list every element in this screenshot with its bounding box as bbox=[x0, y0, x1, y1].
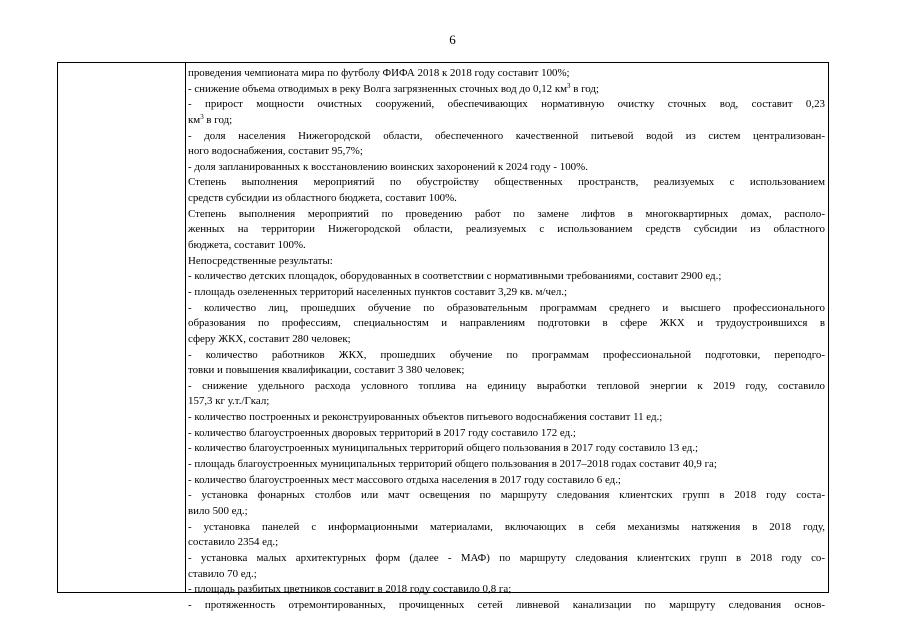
text-line-main: - количество лиц, прошедших обучение по образовательным программам среднего и высшего профессионального bbox=[188, 301, 825, 314]
text-line bbox=[188, 457, 825, 473]
table-left-column bbox=[58, 63, 186, 592]
table-text-column bbox=[186, 63, 828, 611]
text-line-main: ставило 70 ед.; bbox=[188, 567, 257, 580]
text-line bbox=[188, 301, 825, 317]
text-line bbox=[188, 113, 825, 129]
text-line bbox=[188, 473, 825, 489]
text-line bbox=[188, 316, 825, 332]
text-line bbox=[188, 520, 825, 536]
text-line-main: - доля населения Нижегородской области, обеспеченного качественной питьевой водой из систем централизован- bbox=[188, 129, 825, 142]
text-line bbox=[188, 332, 825, 348]
text-line bbox=[188, 598, 825, 614]
text-line-main: 157,3 кг у.т./Гкал; bbox=[188, 395, 270, 408]
text-line-main: товки и повышения квалификации, составит 3 380 человек; bbox=[188, 364, 465, 377]
superscript: 3 bbox=[567, 81, 571, 90]
text-line-main: - установка панелей с информационными материалами, включающих в себя механизмы натяжения в 2018 году, bbox=[188, 520, 825, 533]
text-line-main: - площадь разбитых цветников составит в 2018 году составило 0,8 га; bbox=[188, 583, 512, 596]
text-line-main: Степень выполнения мероприятий по проведению работ по замене лифтов в многоквартирных домах, располо- bbox=[188, 207, 825, 220]
document-table bbox=[57, 62, 829, 611]
text-line-main: - площадь озелененных территорий населенных пунктов составит 3,29 кв. м/чел.; bbox=[188, 285, 568, 298]
text-line bbox=[188, 238, 825, 254]
text-line-main: - площадь благоустроенных муниципальных территорий общего пользования в 2017–2018 годах составит 40,9 га; bbox=[188, 458, 717, 471]
text-line bbox=[188, 175, 825, 191]
text-line-main: сферу ЖКХ, составит 280 человек; bbox=[188, 332, 351, 345]
text-line bbox=[188, 160, 825, 176]
superscript: 3 bbox=[200, 112, 204, 121]
text-line bbox=[188, 285, 825, 301]
text-line-main: образования по профессиям, специальностям и направлениям подготовки в сфере ЖКХ и трудоустроившихся в bbox=[188, 317, 825, 330]
text-line-main: - количество работников ЖКХ, прошедших обучение по программам профессиональной подготовки, переподго- bbox=[188, 348, 825, 361]
text-line-main: - установка малых архитектурных форм (далее - МАФ) по маршруту следования клиентских групп в 2018 году со- bbox=[188, 551, 825, 564]
text-line-main: - снижение удельного расхода условного топлива на единицу выработки тепловой энергии к 2019 году, составило bbox=[188, 379, 825, 392]
text-line bbox=[188, 488, 825, 504]
text-line-main: - доля запланированных к восстановлению воинских захоронений к 2024 году - 100%. bbox=[188, 160, 588, 173]
page-number: 6 bbox=[449, 32, 456, 47]
text-line-main: - количество детских площадок, оборудованных в соответствии с нормативными требованиями, составит 2900 ед.; bbox=[188, 270, 722, 283]
text-line bbox=[188, 207, 825, 223]
text-line-main: - количество построенных и реконструированных объектов питьевого водоснабжения составит 11 ед.; bbox=[188, 411, 663, 424]
text-line bbox=[188, 410, 825, 426]
text-line bbox=[188, 379, 825, 395]
text-line bbox=[188, 441, 825, 457]
text-line bbox=[188, 82, 825, 98]
text-line bbox=[188, 535, 825, 551]
text-line bbox=[188, 269, 825, 285]
text-line bbox=[188, 348, 825, 364]
text-line-tail: в год; bbox=[203, 113, 233, 126]
text-line bbox=[188, 254, 825, 270]
text-line bbox=[188, 426, 825, 442]
text-line-main: - количество благоустроенных муниципальных территорий общего пользования в 2017 году составило 13 ед.; bbox=[188, 442, 699, 455]
text-line bbox=[188, 394, 825, 410]
text-line bbox=[188, 551, 825, 567]
text-line-main: вило 500 ед.; bbox=[188, 504, 248, 517]
text-line bbox=[188, 582, 825, 598]
text-line-main: км bbox=[188, 113, 201, 126]
text-line-main: - количество благоустроенных дворовых территорий в 2017 году составило 172 ед.; bbox=[188, 426, 576, 439]
text-line-main: - установка фонарных столбов или мачт освещения по маршруту следования клиентских групп в 2018 году соста- bbox=[188, 489, 825, 502]
text-line-main: женных на территории Нижегородской области, реализуемых с использованием средств субсидии из областного bbox=[188, 223, 825, 236]
text-line-main: составило 2354 ед.; bbox=[188, 536, 279, 549]
text-line bbox=[188, 504, 825, 520]
text-line-main: - снижение объема отводимых в реку Волга загрязненных сточных вод до 0,12 км bbox=[188, 82, 568, 95]
text-line bbox=[188, 129, 825, 145]
text-line bbox=[188, 363, 825, 379]
text-line bbox=[188, 222, 825, 238]
text-line-tail: в год; bbox=[570, 82, 599, 95]
text-line bbox=[188, 191, 825, 207]
text-line-main: - количество благоустроенных мест массового отдыха населения в 2017 году составило 6 ед.; bbox=[188, 473, 621, 486]
text-line-main: Непосредственные результаты: bbox=[188, 254, 333, 267]
text-line bbox=[188, 97, 825, 113]
text-line-main: ного водоснабжения, составит 95,7%; bbox=[188, 145, 363, 158]
text-line-main: - протяженность отремонтированных, прочищенных сетей ливневой канализации по маршруту следования основ- bbox=[188, 598, 825, 611]
text-line-main: Степень выполнения мероприятий по обустройству общественных пространств, реализуемых с использованием bbox=[188, 176, 825, 189]
text-line-main: средств субсидии из областного бюджета, составит 100%. bbox=[188, 192, 457, 205]
text-line bbox=[188, 144, 825, 160]
text-line bbox=[188, 66, 825, 82]
text-line-main: - прирост мощности очистных сооружений, обеспечивающих нормативную очистку сточных вод, составит 0,23 bbox=[188, 98, 825, 111]
text-line bbox=[188, 567, 825, 583]
text-line-main: бюджета, составит 100%. bbox=[188, 239, 306, 252]
text-line-main: проведения чемпионата мира по футболу ФИФА 2018 к 2018 году составит 100%; bbox=[188, 67, 570, 79]
